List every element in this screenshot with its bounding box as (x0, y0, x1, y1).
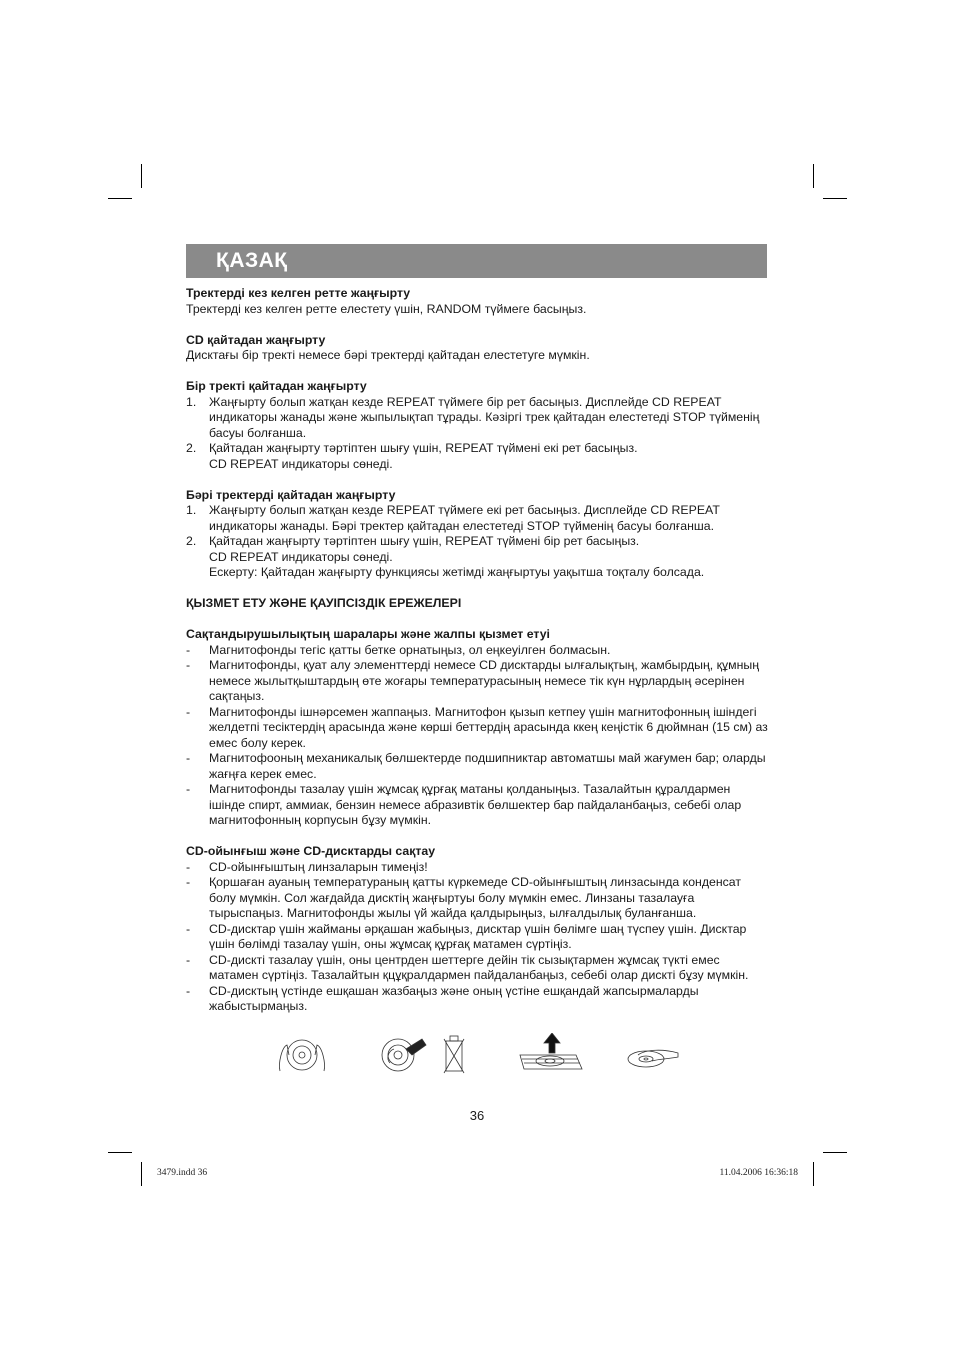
list-item (186, 782, 768, 829)
crop-mark (141, 164, 142, 188)
list-item (186, 395, 768, 442)
section-repeat-one (186, 379, 768, 472)
disc-tray-icon (516, 1033, 586, 1075)
list-marker: 1. (186, 394, 197, 409)
section-repeat (186, 333, 768, 364)
section-heading: CD қайтадан жаңғырту (186, 332, 326, 347)
language-banner (186, 244, 767, 278)
list-item (186, 860, 768, 876)
section-random (186, 286, 768, 317)
list-item-text: Қайтадан жаңғырту тәртіптен шығу үшін, REPEAT түймені бір рет басыңыз. (209, 534, 640, 548)
list-item (186, 953, 768, 984)
slug-timestamp: 11.04.2006 16:36:18 (719, 1168, 798, 1178)
section-heading: Бәрі тректерді қайтадан жаңғырту (186, 487, 396, 502)
section-cd-care (186, 844, 768, 1015)
list-marker: - (186, 983, 191, 998)
paragraph: Дисктағы бір тректі немесе бәрі тректерді қайтадан елестетуге мүмкін. (186, 348, 590, 362)
crop-mark (823, 198, 847, 199)
list-marker: 2. (186, 534, 197, 548)
list-marker: 2. (186, 441, 197, 455)
list-item-text: CD-дисктар үшін жайманы әрқашан жабыңыз, дисктар үшін бөлімге шаң түспеу үшін. Дисктар үшін бөлімді тазалау үшін, оны жұмсақ құрғақ матамен сүртіңіз. (209, 921, 747, 951)
list-marker: - (186, 875, 191, 889)
list-item-text: Қоршаған ауаның температураның қатты күркемеде CD-ойынғыштың линзасында конденсат болу мүмкін. Сол жағдайда дисктің жаңғыртуы болу мүмкін емес. Линзаны тазалауға тырыспаңыз. Магнитофонды жылы үй жайда қалдырыңыз, ылғалдылық буланғанша. (209, 875, 741, 920)
list-marker: - (186, 952, 191, 967)
list-marker: - (186, 782, 191, 796)
list-item (186, 441, 768, 457)
list-marker: 1. (186, 503, 197, 517)
crop-mark (823, 1152, 847, 1153)
spray-crossed-icon (440, 1033, 470, 1075)
banner-title: ҚАЗАҚ (216, 249, 288, 272)
section-safety (186, 596, 768, 612)
crop-mark (108, 1152, 132, 1153)
list-subline: CD REPEAT индикаторы сөнеді. (209, 456, 393, 471)
list-item-text: Қайтадан жаңғырту тәртіптен шығу үшін, REPEAT түймені екі рет басыңыз. (209, 441, 638, 455)
list-marker: - (186, 704, 191, 719)
list-item (186, 705, 768, 752)
hand-holding-disc-icon (272, 1033, 332, 1075)
list-subline: CD REPEAT индикаторы сөнеді. (209, 549, 393, 564)
list-marker: - (186, 642, 191, 657)
list-item (186, 658, 768, 705)
list-marker: - (186, 658, 191, 672)
list-item-text: Магнитофонды тазалау үшін жұмсақ құрғақ матаны қолданыңыз. Тазалайтын құралдармен ішінде спирт, аммиак, бензин немесе абразивтік бөлшектер бар пайдаланбаңыз, себебі олар магнитофонның корпусын бұзу мүмкін. (209, 782, 742, 827)
list-item (186, 875, 768, 922)
section-heading: Бір тректі қайтадан жаңғырту (186, 379, 367, 393)
list-item-text: Магнитофонды тегіс қатты бетке орнатыңыз, ол еңкеуілген болмасын. (209, 642, 611, 657)
crop-mark (108, 198, 132, 199)
list-item (186, 751, 768, 782)
list-marker: - (186, 921, 191, 936)
list-item-text: Жаңғырту болып жатқан кезде REPEAT түймеге бір рет басыңыз. Дисплейде CD REPEAT индикаторы жанады және жыпылықтап тұрады. Кәзіргі трек қайтадан елестетеді STOP түйменің басуы болғанша. (209, 394, 760, 440)
list-item (186, 534, 768, 550)
paragraph: Тректерді кез келген ретте елестету үшін, RANDOM түймеге басыңыз. (186, 301, 587, 316)
list-item-text: CD-ойынғыштың линзаларын тимеңіз! (209, 859, 428, 874)
list-item-text: Магнитофонды, қуат алу элементтерді немесе CD дисктарды ылғалықтың, жамбырдың, құмның немесе жылытқыштардың өте жоғары температурасының немесе тік күн нұрлардың әсерінен сақтаңыз. (209, 658, 760, 703)
disc-spray-icon (376, 1033, 432, 1075)
section-heading: Сақтандырушылықтың шаралары және жалпы қызмет етуі (186, 627, 550, 641)
cd-care-illustrations (186, 1033, 768, 1078)
section-repeat-all (186, 488, 768, 581)
list-item (186, 503, 768, 534)
list-item-text: Магнитофонды ішнәрсемен жаппаңыз. Магнитофон қызып кетпеу үшін магнитофонның ішіндегі желдетпі тесіктердің арасында және көрші беттердің арасында ккең кеңістік 6 дюймнан (15 см) аз емес болу керек. (209, 704, 768, 750)
list-item-text: CD-дискті тазалау үшін, оны центрден шеттерге дейін тік сызықтармен жұмсақ түкті емес матамен сүртіңіз. Тазалайтын қцұқралдармен пайдаланбаңыз, себебі олар дискті бұзу мүмкін. (209, 952, 749, 982)
disc-wipe-icon (622, 1033, 682, 1075)
crop-mark (141, 1162, 142, 1186)
list-item-text: Магнитофооның механикалық бөлшектерде подшипниктар автоматшы май жағумен бар; оларды жағңға керек емес. (209, 751, 766, 781)
section-precautions (186, 627, 768, 829)
list-item-text: Жаңғырту болып жатқан кезде REPEAT түймеге екі рет басыңыз. Дисплейде CD REPEAT индикаторы жанады. Бәрі тректер қайтадан елестетеді STOP түйменің басуы болғанша. (209, 503, 720, 533)
list-marker: - (186, 751, 191, 765)
section-heading: ҚЫЗМЕТ ЕТУ ЖӘНЕ ҚАУІПСІЗДІК ЕРЕЖЕЛЕРІ (186, 596, 462, 610)
section-heading: Тректерді кез келген ретте жаңғырту (186, 286, 411, 300)
section-heading: CD-ойынғыш және CD-дисктарды сақтау (186, 844, 436, 858)
list-item-text: CD-дисктың үстінде ешқашан жазбаңыз және оның үстіне ешқандай жапсырмаларды жабыстырмаңыз. (209, 983, 699, 1013)
list-item (186, 922, 768, 953)
page-number: 36 (469, 1108, 485, 1123)
list-item (186, 643, 768, 659)
slug-file: 3479.indd 36 (157, 1168, 208, 1178)
crop-mark (813, 164, 814, 188)
list-marker: - (186, 859, 191, 874)
crop-mark (813, 1162, 814, 1186)
document-body (186, 286, 768, 1030)
list-item (186, 984, 768, 1015)
list-subline: Ескерту: Қайтадан жаңғырту функциясы жетімді жаңғыртуы уақытша тоқталу болсада. (209, 565, 705, 579)
